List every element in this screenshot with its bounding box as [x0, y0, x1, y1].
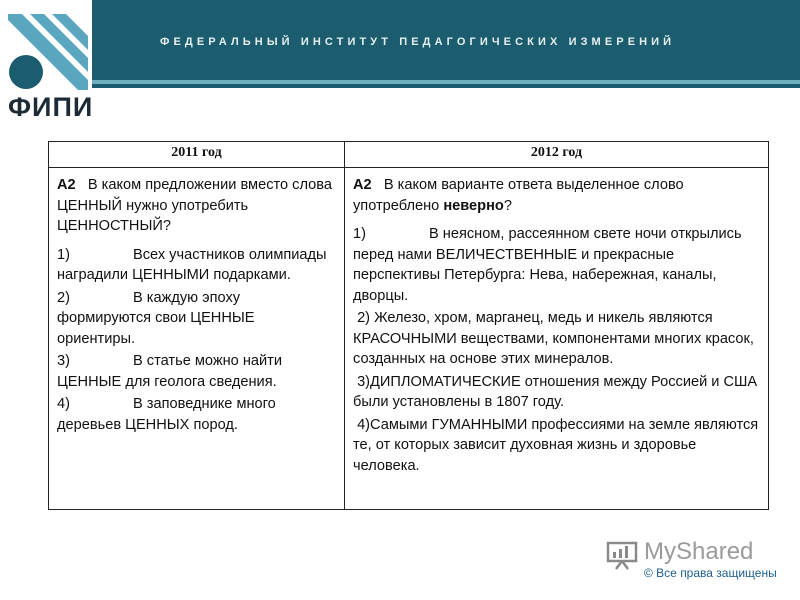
cell-2011 — [49, 168, 345, 510]
institute-name: ФЕДЕРАЛЬНЫЙ ИНСТИТУТ ПЕДАГОГИЧЕСКИХ ИЗМЕРЕНИЙ — [160, 36, 676, 48]
watermark — [606, 538, 796, 588]
table-header-row — [49, 142, 769, 168]
question-2011 — [57, 175, 336, 237]
cell-2012 — [345, 168, 769, 510]
logo-text: ФИПИ — [8, 92, 94, 122]
answer-option: 3) В статье можно найти ЦЕННЫЕ для геолога сведения. — [57, 353, 283, 390]
answer-option: 4) В заповеднике много деревьев ЦЕННЫХ пород. — [57, 396, 276, 433]
column-header-2011: 2011 год — [49, 142, 345, 168]
table-row — [49, 168, 769, 510]
answer-option: 3)ДИПЛОМАТИЧЕСКИЕ отношения между Россией и США были установлены в 1807 году. — [353, 373, 758, 410]
question-2012: А2 В каком варианте ответа выделенное слово употреблено неверно? — [353, 177, 684, 214]
question-text: В каком предложении вместо слова ЦЕННЫЙ нужно употребить ЦЕННОСТНЫЙ? — [57, 177, 332, 234]
comparison-table — [48, 141, 769, 510]
task-label: А2 — [353, 177, 372, 193]
watermark-rights: © Все права защищены — [644, 566, 777, 580]
answer-option: 4)Самыми ГУМАННЫМИ профессиями на земле являются те, от которых зависит духовная жизнь и здоровье человека. — [353, 416, 759, 474]
answer-option: 1) В неясном, рассеянном свете ночи открылись перед нами ВЕЛИЧЕСТВЕННЫЕ и прекрасные перспективы Петербурга: Нева, набережная, каналы, дворцы. — [353, 226, 742, 304]
logo — [0, 0, 92, 126]
presentation-board-icon — [606, 540, 640, 570]
task-label: А2 — [57, 177, 76, 193]
watermark-brand: MyShared — [644, 538, 754, 565]
fipi-logo-icon — [8, 14, 88, 90]
answer-option: 1) Всех участников олимпиады наградили ЦЕННЫМИ подарками. — [57, 246, 327, 283]
header-accent-line — [92, 80, 800, 84]
emphasis-word: неверно — [443, 197, 504, 214]
answer-option: 2) В каждую эпоху формируются свои ЦЕННЫЕ ориентиры. — [57, 289, 255, 347]
answer-option: 2) Железо, хром, марганец, медь и никель являются КРАСОЧНЫМИ веществами, компонентами многих красок, созданных на основе этих минералов. — [353, 310, 754, 367]
column-header-2012: 2012 год — [345, 142, 769, 168]
